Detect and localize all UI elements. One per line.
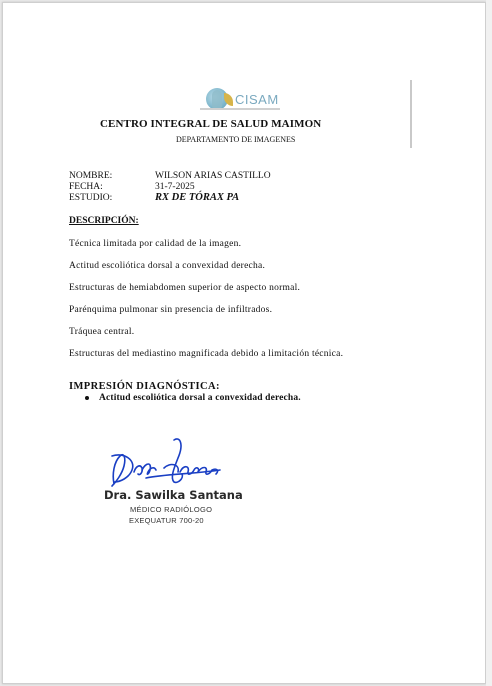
descripcion-line: Técnica limitada por calidad de la imagen. [69, 239, 242, 249]
descripcion-title: DESCRIPCIÓN: [69, 216, 139, 226]
handwritten-signature [104, 434, 224, 492]
doctor-exequatur: EXEQUATUR 700-20 [129, 516, 204, 525]
nombre-label: NOMBRE: [69, 171, 113, 181]
estudio-label: ESTUDIO: [69, 193, 113, 203]
fecha-label: FECHA: [69, 182, 103, 192]
impresion-item [85, 393, 301, 403]
scrollbar[interactable] [486, 0, 492, 686]
impresion-item-text: Actitud escoliótica dorsal a convexidad derecha. [99, 393, 301, 403]
organization-name: CENTRO INTEGRAL DE SALUD MAIMON [100, 118, 322, 130]
descripcion-line: Estructuras del mediastino magnificada debido a limitación técnica. [69, 349, 344, 359]
bullet-icon [85, 396, 89, 400]
estudio-value: RX DE TÓRAX PA [155, 192, 240, 203]
descripcion-line: Tráquea central. [69, 327, 135, 337]
fecha-value: 31-7-2025 [155, 182, 195, 192]
descripcion-line: Parénquima pulmonar sin presencia de infiltrados. [69, 305, 273, 315]
doctor-role: MÉDICO RADIÓLOGO [130, 505, 213, 514]
logo-text: CISAM [235, 92, 279, 107]
doctor-name: Dra. Sawilka Santana [104, 488, 243, 502]
logo-underline [200, 108, 280, 110]
impresion-title: IMPRESIÓN DIAGNÓSTICA: [69, 381, 220, 392]
descripcion-line: Estructuras de hemiabdomen superior de aspecto normal. [69, 283, 301, 293]
cisam-logo [200, 86, 280, 114]
logo-figure-icon [212, 90, 222, 108]
nombre-value: WILSON ARIAS CASTILLO [155, 171, 271, 181]
department-name: DEPARTAMENTO DE IMAGENES [176, 135, 296, 144]
margin-line [410, 80, 412, 148]
descripcion-line: Actitud escoliótica dorsal a convexidad derecha. [69, 261, 266, 271]
